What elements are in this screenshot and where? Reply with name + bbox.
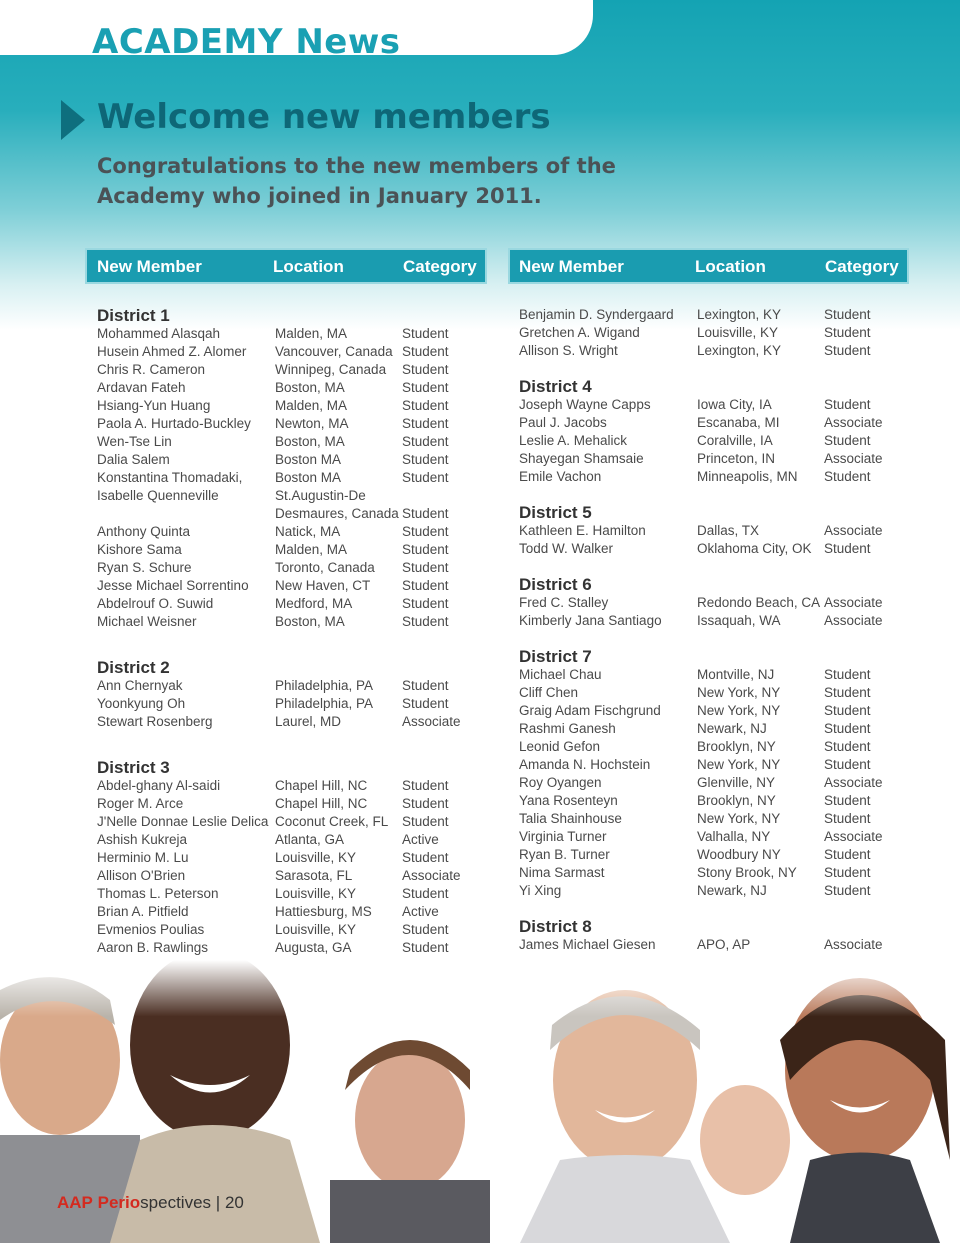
- spacer: [519, 900, 909, 918]
- member-row: [519, 432, 909, 450]
- member-category: Student: [402, 596, 449, 611]
- member-name: Benjamin D. Syndergaard: [519, 307, 674, 322]
- member-location: Stony Brook, NY: [697, 865, 797, 880]
- member-name: Kimberly Jana Santiago: [519, 613, 662, 628]
- member-category: Student: [402, 326, 449, 341]
- member-category: Active: [402, 832, 439, 847]
- member-row: [97, 867, 487, 885]
- member-name: Kishore Sama: [97, 542, 182, 557]
- member-location: Coralville, IA: [697, 433, 773, 448]
- member-category: Associate: [824, 451, 883, 466]
- member-category: Associate: [402, 714, 461, 729]
- member-category: Student: [824, 703, 871, 718]
- member-category: Student: [402, 398, 449, 413]
- member-category: Student: [402, 886, 449, 901]
- member-row: [97, 343, 487, 361]
- member-location: Natick, MA: [275, 524, 341, 539]
- member-category: Student: [824, 793, 871, 808]
- member-row: [519, 810, 909, 828]
- member-location: Vancouver, Canada: [275, 344, 393, 359]
- member-category: Student: [402, 344, 449, 359]
- spacer: [519, 360, 909, 378]
- footer-page-number: 20: [224, 1193, 244, 1212]
- member-name: Joseph Wayne Capps: [519, 397, 651, 412]
- section-tab: [0, 0, 593, 55]
- footer-brand-aap: AAP: [57, 1193, 93, 1212]
- member-category: Student: [824, 883, 871, 898]
- member-row: [519, 522, 909, 540]
- member-row: [519, 864, 909, 882]
- member-category: Student: [402, 542, 449, 557]
- district-heading: District 4: [519, 377, 592, 396]
- spacer: [97, 631, 487, 649]
- member-location: Newark, NJ: [697, 721, 767, 736]
- member-row: [97, 469, 487, 487]
- member-location: Woodbury NY: [697, 847, 781, 862]
- member-row: [97, 595, 487, 613]
- member-location: Laurel, MD: [275, 714, 342, 729]
- arrow-bullet-icon: [61, 100, 85, 140]
- member-category: Associate: [824, 775, 883, 790]
- member-name: Roger M. Arce: [97, 796, 184, 811]
- member-row: [519, 936, 909, 954]
- section-title: ACADEMY News: [92, 22, 401, 55]
- member-row: [519, 414, 909, 432]
- member-name: Abdel-ghany Al-saidi: [97, 778, 221, 793]
- member-name: Herminio M. Lu: [97, 850, 189, 865]
- member-name: Brian A. Pitfield: [97, 904, 189, 919]
- spacer: [519, 558, 909, 576]
- member-name: Dalia Salem: [97, 452, 170, 467]
- spacer: [519, 630, 909, 648]
- member-row: [97, 695, 487, 713]
- member-row: [97, 903, 487, 921]
- member-category: Student: [402, 470, 449, 485]
- member-name: Allison O'Brien: [97, 868, 186, 883]
- member-location: Brooklyn, NY: [697, 793, 776, 808]
- member-location: Malden, MA: [275, 326, 348, 341]
- member-category: Student: [824, 325, 871, 340]
- member-location: Winnipeg, Canada: [275, 362, 387, 377]
- member-category: Associate: [402, 868, 461, 883]
- member-name: Evmenios Poulias: [97, 922, 205, 937]
- member-location: Coconut Creek, FL: [275, 814, 389, 829]
- member-category: Student: [824, 865, 871, 880]
- member-row: [519, 684, 909, 702]
- member-row: [519, 846, 909, 864]
- member-category: Active: [402, 904, 439, 919]
- member-row: [97, 677, 487, 695]
- member-name: Ann Chernyak: [97, 678, 183, 693]
- member-name: Hsiang-Yun Huang: [97, 398, 211, 413]
- member-row: [519, 324, 909, 342]
- member-row: [97, 939, 487, 957]
- member-name: Fred C. Stalley: [519, 595, 609, 610]
- member-name: Talia Shainhouse: [519, 811, 622, 826]
- member-category: Student: [402, 796, 449, 811]
- footer-separator: |: [215, 1193, 221, 1212]
- member-row: [97, 713, 487, 731]
- member-name: Shayegan Shamsaie: [519, 451, 644, 466]
- member-category: Associate: [824, 937, 883, 952]
- member-location: Toronto, Canada: [275, 560, 375, 575]
- member-location: Augusta, GA: [275, 940, 352, 955]
- footer-brand-perio: Perio: [97, 1193, 141, 1212]
- district-heading: District 8: [519, 917, 592, 936]
- member-row: [519, 774, 909, 792]
- member-location: New York, NY: [697, 757, 781, 772]
- member-list-right: [519, 306, 909, 954]
- member-row: [97, 397, 487, 415]
- member-category: Student: [402, 524, 449, 539]
- member-row: [97, 577, 487, 595]
- member-category: Student: [402, 850, 449, 865]
- member-name: Michael Chau: [519, 667, 602, 682]
- member-row: [519, 612, 909, 630]
- member-row: [97, 325, 487, 343]
- member-row: [519, 792, 909, 810]
- member-location: Montville, NJ: [697, 667, 775, 682]
- member-location: Louisville, KY: [275, 922, 357, 937]
- member-name: Konstantina Thomadaki,: [97, 470, 243, 485]
- member-location: New York, NY: [697, 703, 781, 718]
- member-location: Issaquah, WA: [697, 613, 781, 628]
- member-row: [519, 594, 909, 612]
- member-category: Student: [824, 397, 871, 412]
- page-footer: [57, 1193, 244, 1213]
- member-location: Boston, MA: [275, 434, 345, 449]
- member-row: [519, 738, 909, 756]
- member-row: [97, 777, 487, 795]
- member-location: Malden, MA: [275, 398, 348, 413]
- member-category: Student: [402, 814, 449, 829]
- member-row: [519, 702, 909, 720]
- member-row: [519, 720, 909, 738]
- member-location: Redondo Beach, CA: [697, 595, 821, 610]
- member-row: [519, 450, 909, 468]
- member-name: Paul J. Jacobs: [519, 415, 607, 430]
- member-category: Student: [824, 469, 871, 484]
- member-category: Associate: [824, 613, 883, 628]
- member-category: Student: [824, 757, 871, 772]
- member-row: [97, 559, 487, 577]
- district-heading: District 5: [519, 503, 592, 522]
- member-row: [519, 396, 909, 414]
- member-name: Ardavan Fateh: [97, 380, 186, 395]
- column-header-location: Location: [273, 257, 344, 276]
- member-name: J'Nelle Donnae Leslie Delica: [97, 814, 269, 829]
- member-category: Student: [402, 778, 449, 793]
- member-category: Student: [824, 343, 871, 358]
- member-location: New Haven, CT: [275, 578, 371, 593]
- member-category: Student: [402, 614, 449, 629]
- member-row: [97, 541, 487, 559]
- member-name: Anthony Quinta: [97, 524, 191, 539]
- spacer: [97, 731, 487, 749]
- member-location: Princeton, IN: [697, 451, 776, 466]
- member-name: Kathleen E. Hamilton: [519, 523, 646, 538]
- member-category: Student: [824, 667, 871, 682]
- member-category: Student: [824, 685, 871, 700]
- member-name: Rashmi Ganesh: [519, 721, 616, 736]
- member-location: Louisville, KY: [275, 850, 357, 865]
- member-location: Dallas, TX: [697, 523, 760, 538]
- district-heading: District 7: [519, 647, 592, 666]
- member-row: [97, 487, 487, 523]
- member-location: Boston MA: [275, 452, 342, 467]
- member-name: Leslie A. Mehalick: [519, 433, 628, 448]
- member-location: Boston, MA: [275, 380, 345, 395]
- member-row: [97, 523, 487, 541]
- member-category: Student: [402, 678, 449, 693]
- member-category: Student: [824, 811, 871, 826]
- member-row: [97, 451, 487, 469]
- member-name: Paola A. Hurtado-Buckley: [97, 416, 251, 431]
- member-category: Student: [402, 940, 449, 955]
- member-row: [97, 433, 487, 451]
- member-location: Louisville, KY: [275, 886, 357, 901]
- member-location: St.Augustin-De Desmaures, Canada: [275, 488, 399, 521]
- column-header-category: Category: [825, 257, 899, 276]
- member-row: [97, 361, 487, 379]
- page-headline: Welcome new members: [97, 97, 551, 137]
- member-location: APO, AP: [697, 937, 751, 952]
- table-header-left: [85, 248, 487, 284]
- member-category: Student: [402, 696, 449, 711]
- member-name: Yana Rosenteyn: [519, 793, 618, 808]
- member-location: Glenville, NY: [697, 775, 776, 790]
- member-name: Todd W. Walker: [519, 541, 614, 556]
- member-name: Cliff Chen: [519, 685, 579, 700]
- member-location: Hattiesburg, MS: [275, 904, 372, 919]
- member-category: Student: [402, 452, 449, 467]
- member-name: Chris R. Cameron: [97, 362, 206, 377]
- member-category: Student: [402, 578, 449, 593]
- member-row: [519, 666, 909, 684]
- member-category: Student: [402, 380, 449, 395]
- member-location: Iowa City, IA: [697, 397, 772, 412]
- member-location: Lexington, KY: [697, 307, 782, 322]
- member-row: [97, 613, 487, 631]
- member-location: Newton, MA: [275, 416, 349, 431]
- member-location: Boston, MA: [275, 614, 345, 629]
- member-name: Yi Xing: [519, 883, 562, 898]
- member-location: Newark, NJ: [697, 883, 767, 898]
- member-location: Brooklyn, NY: [697, 739, 776, 754]
- member-name: Gretchen A. Wigand: [519, 325, 640, 340]
- page-subhead: Congratulations to the new members of the Academy who joined in January 2011.: [97, 154, 616, 208]
- member-name: Isabelle Quenneville: [97, 488, 219, 503]
- member-row: [97, 795, 487, 813]
- member-name: Thomas L. Peterson: [97, 886, 219, 901]
- member-name: Aaron B. Rawlings: [97, 940, 209, 955]
- member-name: Ryan S. Schure: [97, 560, 192, 575]
- member-name: Nima Sarmast: [519, 865, 605, 880]
- member-category: Student: [402, 922, 449, 937]
- member-location: Atlanta, GA: [275, 832, 345, 847]
- member-row: [97, 849, 487, 867]
- member-row: [97, 415, 487, 433]
- member-name: Virginia Turner: [519, 829, 607, 844]
- member-row: [97, 813, 487, 831]
- member-location: Lexington, KY: [697, 343, 782, 358]
- member-category: Student: [824, 847, 871, 862]
- footer-brand-rest: spectives: [140, 1193, 212, 1212]
- member-category: Student: [824, 721, 871, 736]
- member-location: Valhalla, NY: [697, 829, 771, 844]
- member-category: Associate: [824, 523, 883, 538]
- member-name: Ashish Kukreja: [97, 832, 188, 847]
- member-row: [97, 379, 487, 397]
- member-row: [519, 828, 909, 846]
- member-name: Yoonkyung Oh: [97, 696, 186, 711]
- member-location: Medford, MA: [275, 596, 353, 611]
- member-category: Student: [402, 506, 449, 521]
- member-category: Associate: [824, 595, 883, 610]
- member-name: Leonid Gefon: [519, 739, 601, 754]
- member-name: Michael Weisner: [97, 614, 197, 629]
- member-name: Abdelrouf O. Suwid: [97, 596, 214, 611]
- member-name: Mohammed Alasqah: [97, 326, 221, 341]
- member-location: Philadelphia, PA: [275, 696, 374, 711]
- district-heading: District 6: [519, 575, 592, 594]
- member-location: Chapel Hill, NC: [275, 796, 368, 811]
- column-header-category: Category: [403, 257, 477, 276]
- member-name: Ryan B. Turner: [519, 847, 610, 862]
- member-location: Oklahoma City, OK: [697, 541, 812, 556]
- member-location: Louisville, KY: [697, 325, 779, 340]
- member-category: Student: [402, 434, 449, 449]
- member-name: James Michael Giesen: [519, 937, 656, 952]
- member-category: Student: [824, 739, 871, 754]
- member-row: [97, 921, 487, 939]
- member-name: Graig Adam Fischgrund: [519, 703, 661, 718]
- spacer: [519, 486, 909, 504]
- table-header-right: [508, 248, 909, 284]
- member-location: Escanaba, MI: [697, 415, 780, 430]
- member-name: Emile Vachon: [519, 469, 602, 484]
- member-name: Stewart Rosenberg: [97, 714, 213, 729]
- member-row: [97, 831, 487, 849]
- member-location: Minneapolis, MN: [697, 469, 798, 484]
- member-list-left: [97, 307, 487, 975]
- district-heading: District 3: [97, 758, 170, 777]
- member-location: Boston MA: [275, 470, 342, 485]
- member-row: [519, 756, 909, 774]
- member-name: Allison S. Wright: [519, 343, 618, 358]
- member-name: Roy Oyangen: [519, 775, 602, 790]
- member-category: Student: [824, 307, 871, 322]
- member-category: Student: [824, 433, 871, 448]
- member-name: Husein Ahmed Z. Alomer: [97, 344, 247, 359]
- member-location: New York, NY: [697, 811, 781, 826]
- member-name: Amanda N. Hochstein: [519, 757, 651, 772]
- member-row: [519, 468, 909, 486]
- member-location: Malden, MA: [275, 542, 348, 557]
- member-category: Student: [402, 416, 449, 431]
- member-row: [519, 540, 909, 558]
- member-category: Student: [824, 541, 871, 556]
- member-category: Associate: [824, 829, 883, 844]
- district-heading: District 2: [97, 658, 170, 677]
- member-row: [519, 342, 909, 360]
- member-category: Associate: [824, 415, 883, 430]
- column-header-member: New Member: [519, 257, 624, 276]
- member-row: [519, 882, 909, 900]
- member-name: Wen-Tse Lin: [97, 434, 172, 449]
- member-location: Chapel Hill, NC: [275, 778, 368, 793]
- district-heading: District 1: [97, 306, 170, 325]
- member-location: Philadelphia, PA: [275, 678, 374, 693]
- member-row: [519, 306, 909, 324]
- member-location: Sarasota, FL: [275, 868, 353, 883]
- member-category: Student: [402, 560, 449, 575]
- member-name: Jesse Michael Sorrentino: [97, 578, 249, 593]
- member-row: [97, 885, 487, 903]
- column-header-member: New Member: [97, 257, 202, 276]
- member-location: New York, NY: [697, 685, 781, 700]
- column-header-location: Location: [695, 257, 766, 276]
- member-category: Student: [402, 362, 449, 377]
